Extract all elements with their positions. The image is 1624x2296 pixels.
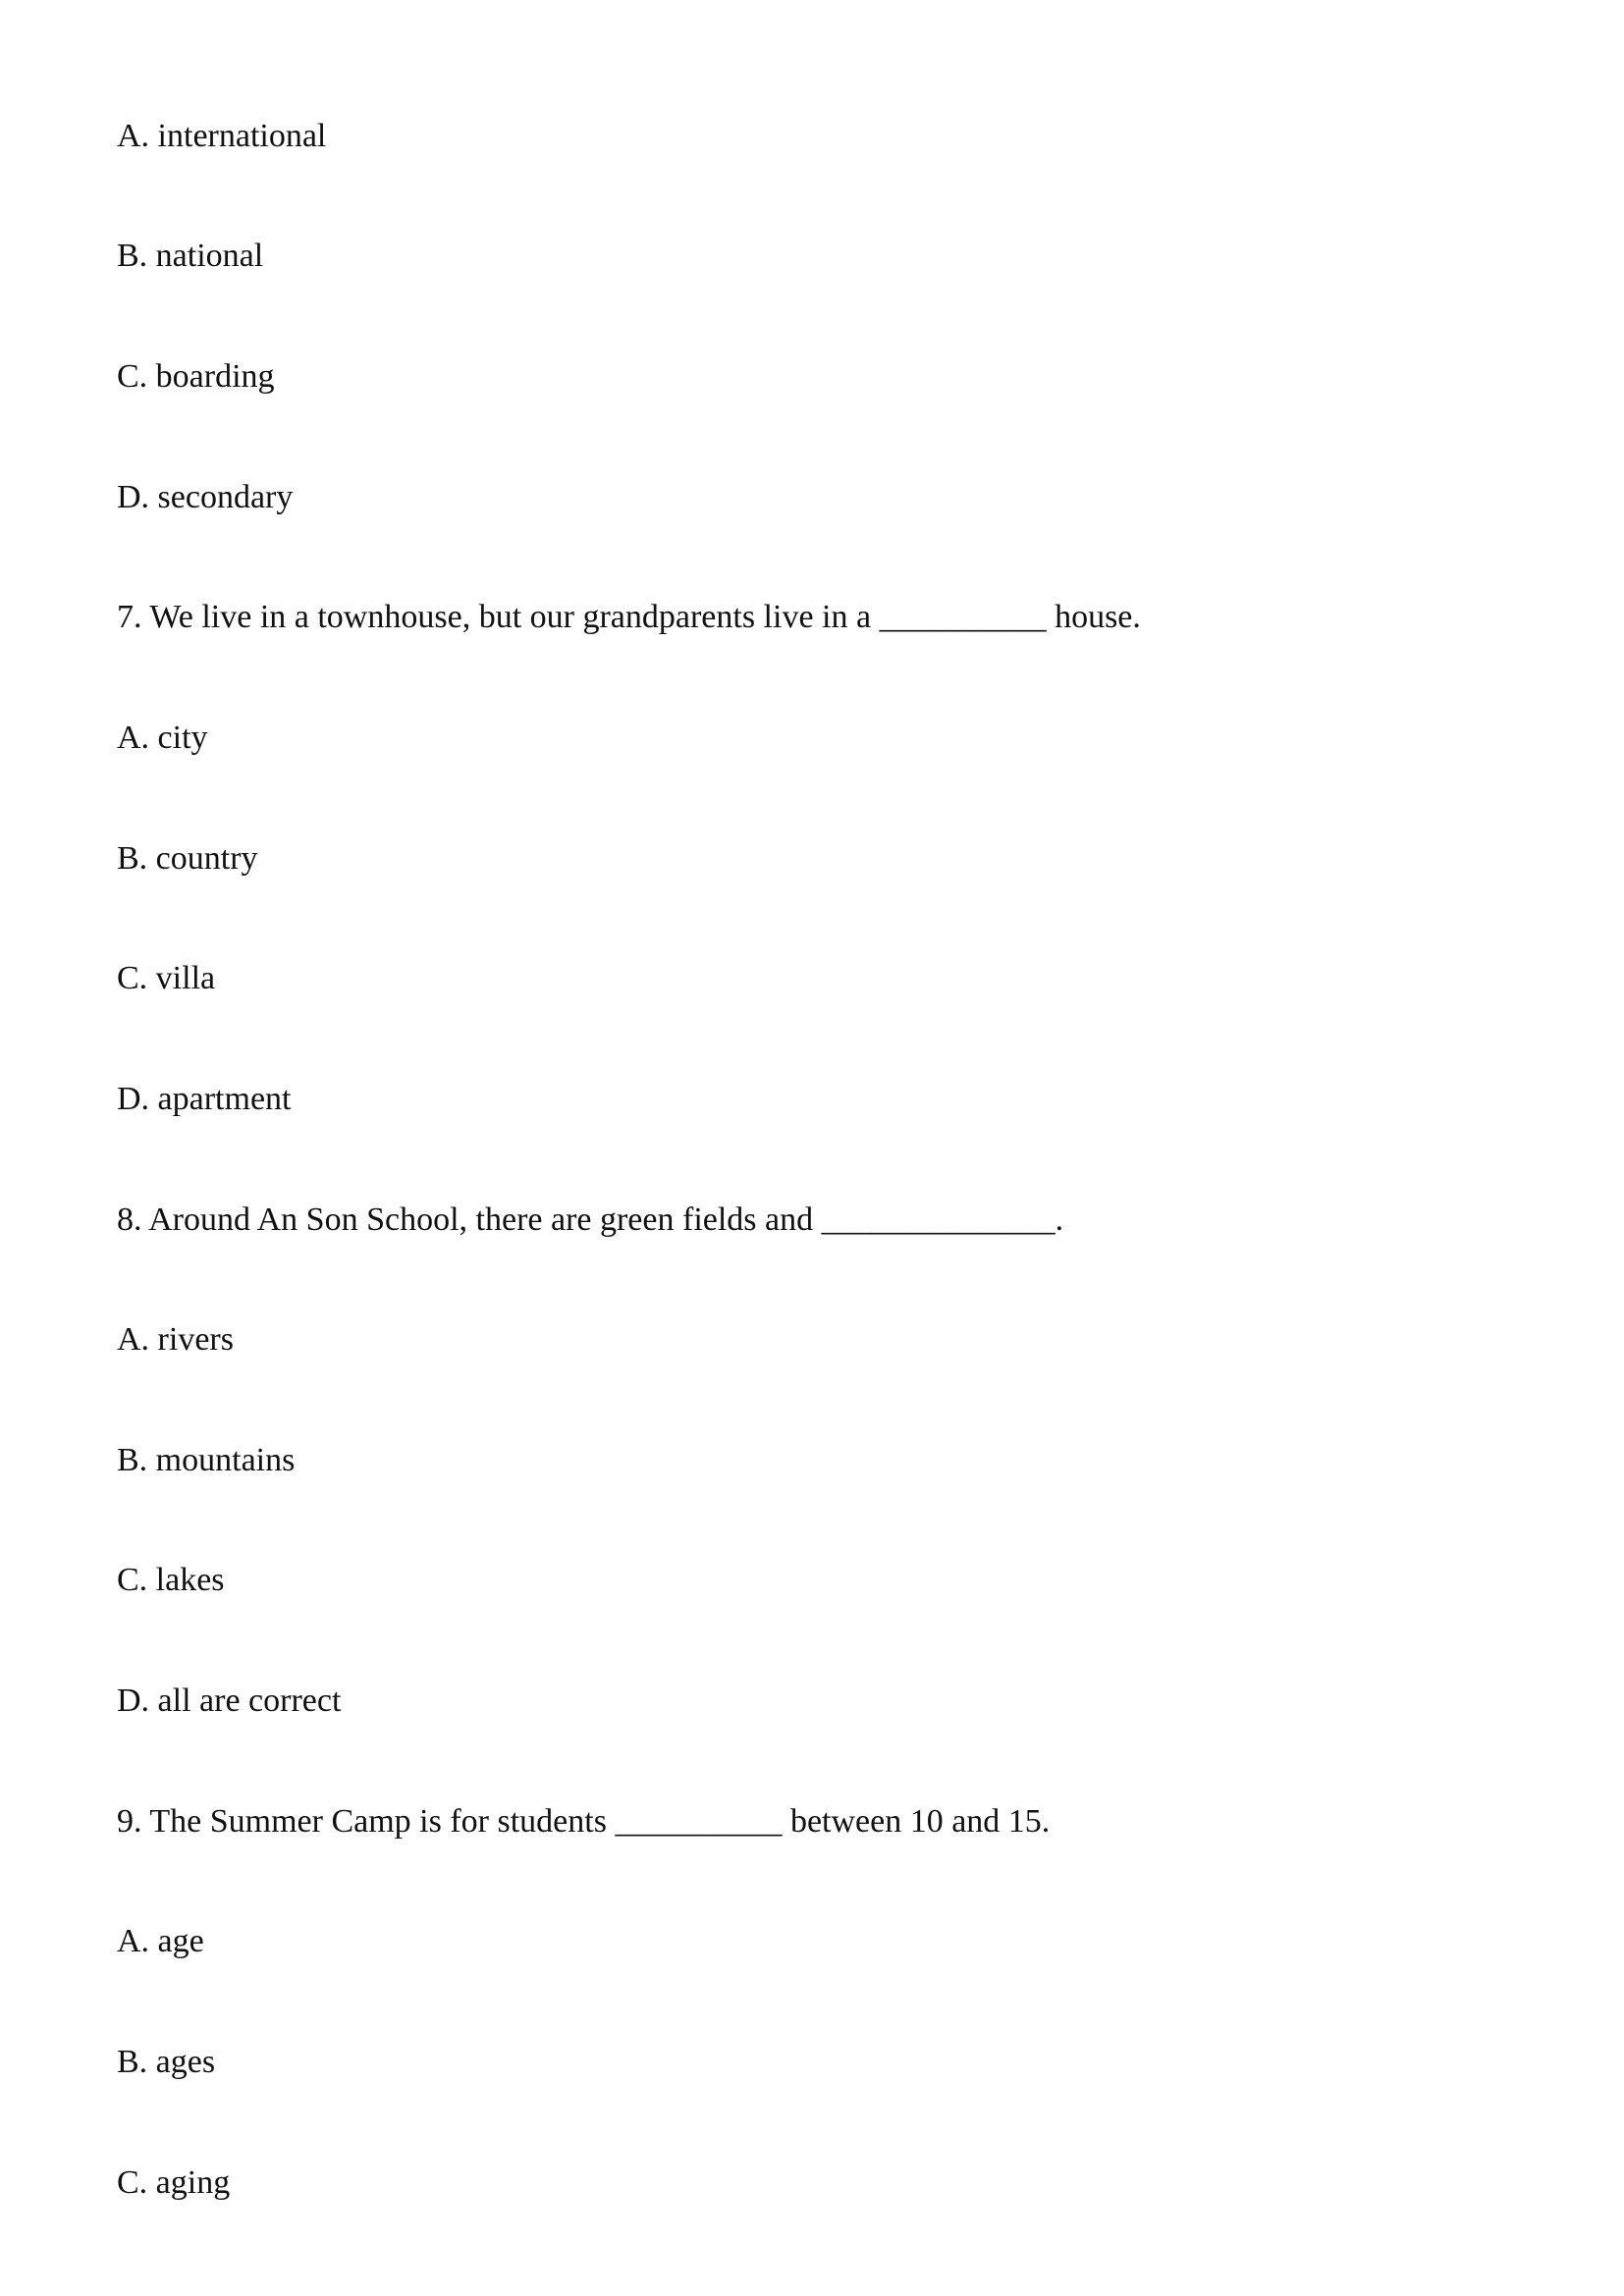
option-d: D. secondary	[117, 479, 294, 515]
question-7-option-d: D. apartment	[117, 1081, 292, 1117]
option-c: C. boarding	[117, 358, 275, 395]
option-b: B. national	[117, 238, 264, 274]
question-9-option-c: C. aging	[117, 2164, 231, 2201]
option-a: A. international	[117, 118, 327, 154]
question-7-option-a: A. city	[117, 720, 208, 756]
question-8-option-a: A. rivers	[117, 1321, 234, 1358]
question-7-option-b: B. country	[117, 840, 258, 877]
question-8-option-b: B. mountains	[117, 1442, 296, 1478]
question-9-stem: 9. The Summer Camp is for students __________ between 10 and 15.	[117, 1803, 1051, 1840]
question-9-option-a: A. age	[117, 1923, 204, 1959]
question-7-stem: 7. We live in a townhouse, but our grandparents live in a __________ house.	[117, 599, 1141, 635]
question-9-option-b: B. ages	[117, 2044, 216, 2080]
question-8-option-c: C. lakes	[117, 1562, 225, 1598]
question-7-option-c: C. villa	[117, 960, 216, 996]
question-8-stem: 8. Around An Son School, there are green fields and ______________.	[117, 1201, 1064, 1238]
question-8-option-d: D. all are correct	[117, 1682, 342, 1719]
